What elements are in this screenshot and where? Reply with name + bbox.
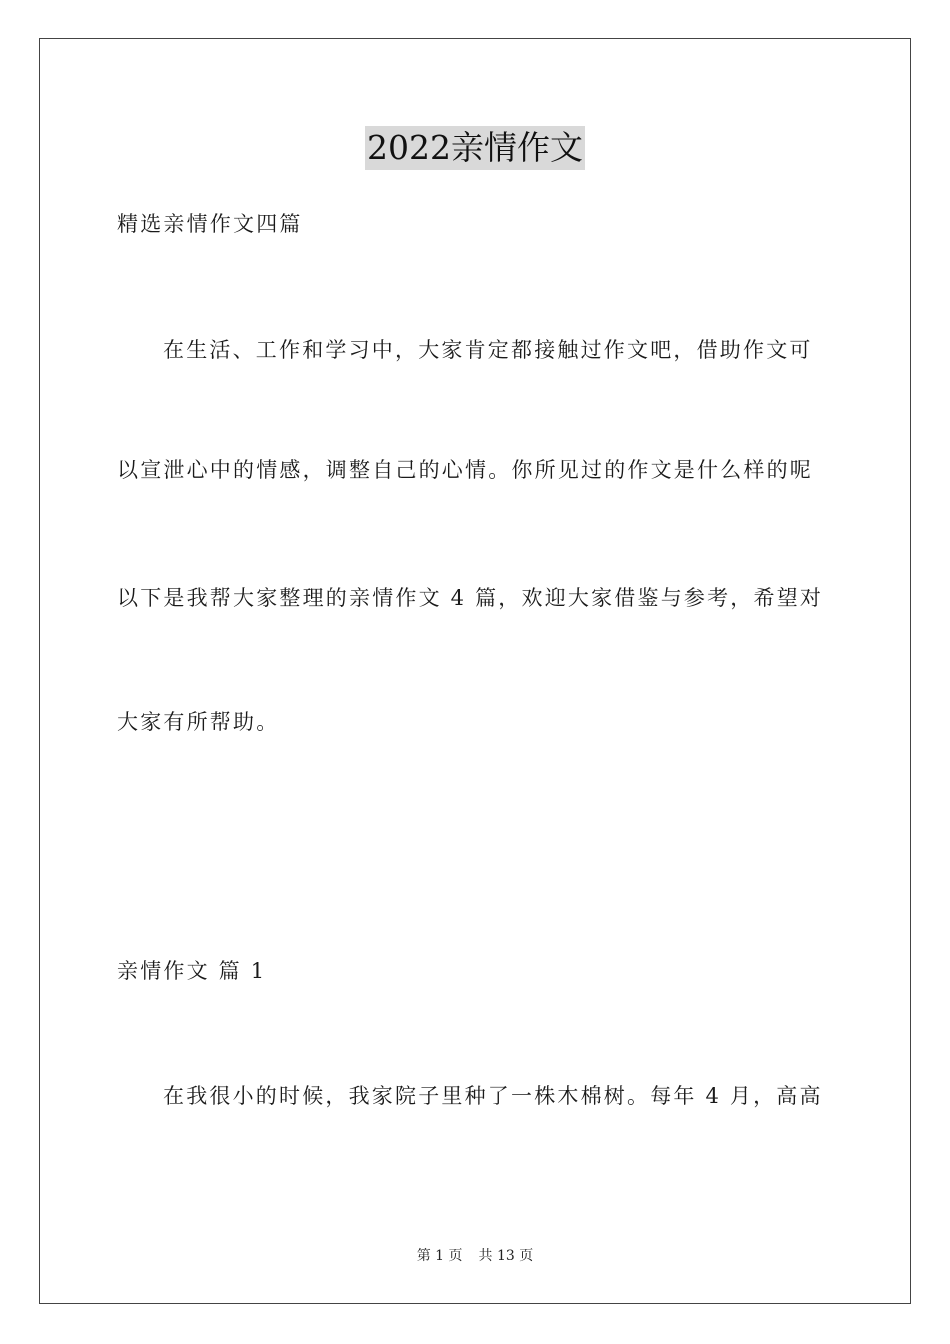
document-subtitle: 精选亲情作文四篇 xyxy=(117,212,303,236)
page-number: 第 1 页 xyxy=(416,1248,463,1264)
title-container xyxy=(0,126,950,170)
page-footer xyxy=(0,1247,950,1265)
intro-paragraph-line: 以下是我帮大家整理的亲情作文 4 篇，欢迎大家借鉴与参考，希望对 xyxy=(117,586,824,610)
intro-paragraph-line: 在生活、工作和学习中，大家肯定都接触过作文吧，借助作文可 xyxy=(163,338,813,362)
page-total: 共 13 页 xyxy=(478,1248,534,1264)
intro-paragraph-line: 以宣泄心中的情感，调整自己的心情。你所见过的作文是什么样的呢 xyxy=(117,458,813,482)
intro-paragraph-line: 大家有所帮助。 xyxy=(117,710,280,734)
section-heading: 亲情作文 篇 1 xyxy=(117,959,267,983)
document-title: 2022亲情作文 xyxy=(365,126,585,170)
section-paragraph-line: 在我很小的时候，我家院子里种了一株木棉树。每年 4 月，高高 xyxy=(163,1084,823,1108)
